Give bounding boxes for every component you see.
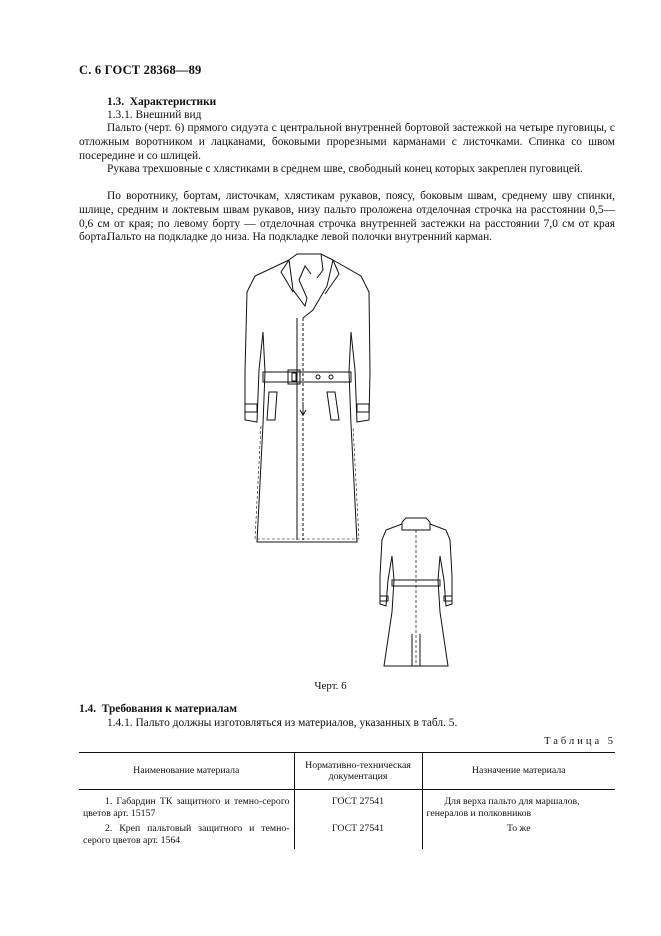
table-cell: 1. Габардин ТК защитного и темно-серого цветов арт. 15157 — [83, 796, 290, 819]
materials-table — [79, 752, 615, 849]
paragraph-description: Пальто (черт. 6) прямого сидуэта с центральной внутренней бортовой застежкой на четыре пуговицы, с отложным воротником и лацканами, боковыми прорезными карманами с листочками. Спинка со швом посередине и со шлицей. — [79, 122, 615, 162]
coat-front-drawing — [235, 252, 380, 544]
subsection-1-3-1: 1.3.1. Внешний вид — [107, 109, 202, 121]
table-header-cell: Нормативно-техническая документация — [294, 753, 422, 790]
paragraph-sleeves: Рукава трехшовные с хлястиками в среднем шве, свободный конец которых закреплен пуговицей. — [107, 163, 583, 175]
table-header-cell: Наименование материала — [79, 753, 294, 790]
table-cell: ГОСТ 27541 — [294, 822, 422, 849]
table-row — [79, 822, 615, 849]
section-1-4-title: Требования к материалам — [101, 703, 237, 715]
table-label: Таблица 5 — [544, 736, 616, 747]
section-1-3-title: Характеристики — [129, 96, 217, 108]
table-cell: 2. Креп пальтовый защитного и темно-серого цветов арт. 1564 — [83, 823, 290, 846]
section-1-3-heading — [79, 96, 615, 110]
figure-caption: Черт. 6 — [314, 680, 347, 692]
paragraph-lining: Пальто на подкладке до низа. На подкладке левой полочки внутренний карман. — [107, 231, 493, 243]
table-header-cell: Назначение материала — [422, 753, 615, 790]
section-1-4-number: 1.4. — [79, 703, 97, 715]
subsection-1-4-1: 1.4.1. Пальто должны изготовляться из материалов, указанных в табл. 5. — [107, 717, 458, 729]
table-cell: ГОСТ 27541 — [294, 790, 422, 823]
table-cell: Для верха пальто для маршалов, генералов и полковников — [422, 790, 615, 823]
table-row — [79, 790, 615, 823]
table-cell: То же — [422, 822, 615, 849]
section-1-3-number: 1.3. — [107, 96, 125, 108]
table-header-row — [79, 753, 615, 790]
paragraph-stitching: По воротнику, бортам, листочкам, хлястикам рукавов, поясу, боковым швам, среднему шву спинки, шлице, средним и локтевым швам рукавов, низу пальто проложена отделочная строчка на расстоянии 0,5—0,6 см от края; по левому борту — отделочная строчка внутренней застежки на расстоянии 7,0 см от края борта. — [79, 190, 615, 244]
page-header: С. 6 ГОСТ 28368—89 — [79, 63, 202, 77]
section-1-4-heading — [79, 703, 615, 717]
coat-back-drawing — [376, 516, 456, 668]
